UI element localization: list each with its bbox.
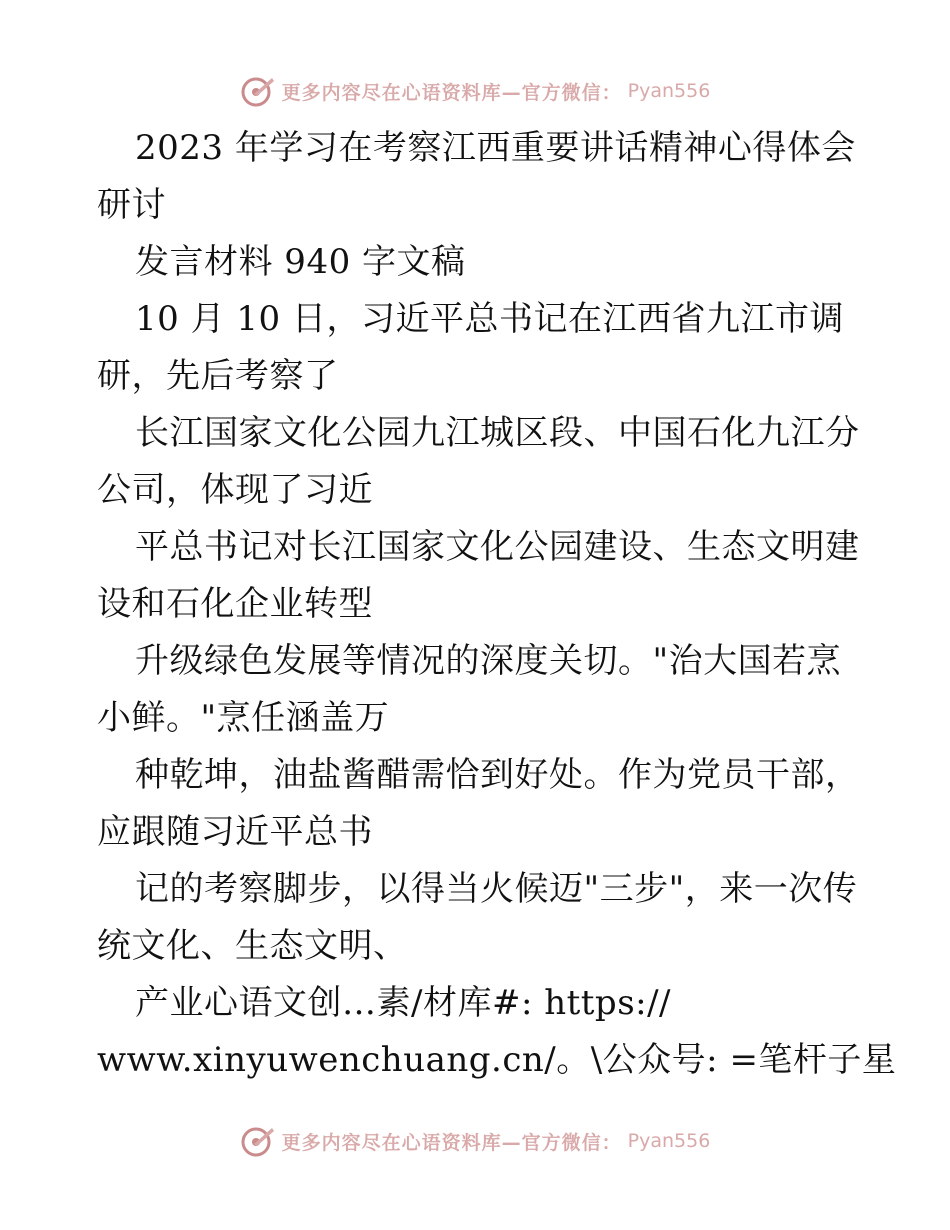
doc-line: 平总书记对长江国家文化公园建设、生态文明建 <box>135 527 860 567</box>
header-watermark <box>0 74 950 108</box>
doc-line: 研讨 <box>97 185 166 225</box>
watermark-wechat-id: Pyan556 <box>627 80 711 102</box>
doc-line: 小鲜。"烹任涵盖万 <box>97 698 390 738</box>
doc-line: 种乾坤，油盐酱醋需恰到好处。作为党员干部， <box>135 755 860 795</box>
quill-circle-icon <box>240 1124 276 1158</box>
doc-line: 产业心语文创…素/材库#: https:// <box>135 983 672 1023</box>
doc-line: 发言材料 940 字文稿 <box>135 242 466 282</box>
document-body <box>97 120 897 1089</box>
watermark-text: 更多内容尽在心语资料库—官方微信： <box>281 81 622 104</box>
quill-circle-icon <box>240 74 276 108</box>
doc-line: 研，先后考察了 <box>97 356 339 396</box>
doc-line: www.xinyuwenchuang.cn/。\公众号: =笔杆子星 <box>97 1040 897 1080</box>
doc-line: 应跟随习近平总书 <box>97 812 373 852</box>
watermark-wechat-id: Pyan556 <box>627 1130 711 1152</box>
footer-watermark <box>0 1124 950 1158</box>
doc-line: 公司，体现了习近 <box>97 470 373 510</box>
doc-line: 记的考察脚步，以得当火候迈"三步"，来一次传 <box>135 869 858 909</box>
watermark-text: 更多内容尽在心语资料库—官方微信： <box>281 1131 622 1154</box>
doc-line: 设和石化企业转型 <box>97 584 373 624</box>
doc-line: 长江国家文化公园九江城区段、中国石化九江分 <box>135 413 860 453</box>
doc-line: 统文化、生态文明、 <box>97 926 408 966</box>
doc-line: 升级绿色发展等情况的深度关切。"治大国若烹 <box>135 641 842 681</box>
doc-line: 10 月 10 日，习近平总书记在江西省九江市调 <box>135 299 844 339</box>
doc-line-title: 2023 年学习在考察江西重要讲话精神心得体会 <box>135 128 856 168</box>
